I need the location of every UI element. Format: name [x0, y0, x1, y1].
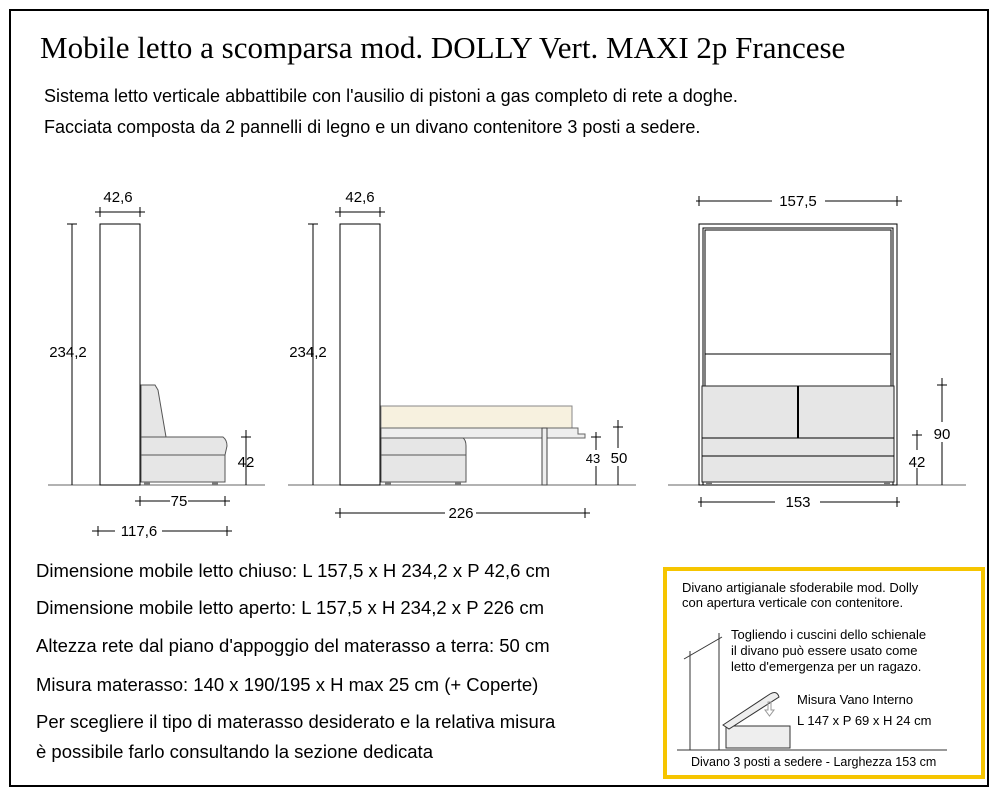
- sofa-width-label: 153: [785, 494, 811, 511]
- inset-note: Togliendo i cuscini dello schienale: [731, 627, 927, 642]
- mattress: [381, 406, 572, 428]
- total-depth-label: 117,6: [120, 523, 158, 540]
- height-label: 234,2: [289, 344, 327, 361]
- width-label: 157,5: [779, 193, 817, 210]
- back-height-label: 90: [933, 426, 951, 443]
- frame-height-label: 43: [585, 451, 601, 466]
- sofa-info-box: [663, 567, 985, 779]
- sofa-depth-label: 75: [170, 493, 188, 510]
- sofa: [381, 438, 466, 482]
- inset-intro: con apertura verticale con contenitore.: [682, 595, 904, 610]
- storage-size: L 147 x P 69 x H 24 cm: [797, 713, 932, 728]
- sofa: [141, 385, 227, 482]
- cabinet: [340, 224, 380, 485]
- inset-note: letto d'emergenza per un ragazo.: [731, 659, 922, 674]
- spec-note: Per scegliere il tipo di materasso desiderato e la relativa misura: [36, 711, 556, 732]
- inset-note: il divano può essere usato come: [731, 643, 918, 658]
- front-view: [668, 193, 966, 511]
- sofa-storage-illustration: [667, 571, 981, 775]
- spec-note: è possibile farlo consultando la sezione dedicata: [36, 741, 433, 762]
- depth-label: 42,6: [103, 189, 133, 206]
- bed-leg: [542, 428, 547, 485]
- spec-closed: Dimensione mobile letto chiuso: L 157,5 x H 234,2 x P 42,6 cm: [36, 560, 551, 581]
- mattress-height-label: 50: [610, 450, 628, 467]
- page-title: Mobile letto a scomparsa mod. DOLLY Vert. MAXI 2p Francese: [40, 30, 846, 65]
- inset-intro: Divano artigianale sfoderabile mod. Dolly: [682, 580, 919, 595]
- height-label: 234,2: [49, 344, 87, 361]
- cabinet: [100, 224, 140, 485]
- storage-label: Misura Vano Interno: [797, 692, 914, 707]
- side-view-closed: [48, 189, 265, 540]
- inset-footer: Divano 3 posti a sedere - Larghezza 153 cm: [691, 755, 937, 769]
- total-depth-label: 226: [448, 505, 474, 522]
- bed-frame: [381, 428, 585, 438]
- depth-label: 42,6: [345, 189, 375, 206]
- spec-mattress: Misura materasso: 140 x 190/195 x H max 25 cm (+ Coperte): [36, 674, 539, 695]
- sofa-height-label: 42: [237, 454, 255, 471]
- subtitle-line: Sistema letto verticale abbattibile con l'ausilio di pistoni a gas completo di rete a doghe.: [44, 86, 738, 106]
- side-view-open: [288, 189, 636, 522]
- seat-height-label: 42: [908, 454, 926, 471]
- subtitle-line: Facciata composta da 2 pannelli di legno e un divano contenitore 3 posti a sedere.: [44, 117, 701, 137]
- spec-open: Dimensione mobile letto aperto: L 157,5 x H 234,2 x P 226 cm: [36, 597, 545, 618]
- spec-bed-height: Altezza rete dal piano d'appoggio del materasso a terra: 50 cm: [36, 635, 550, 656]
